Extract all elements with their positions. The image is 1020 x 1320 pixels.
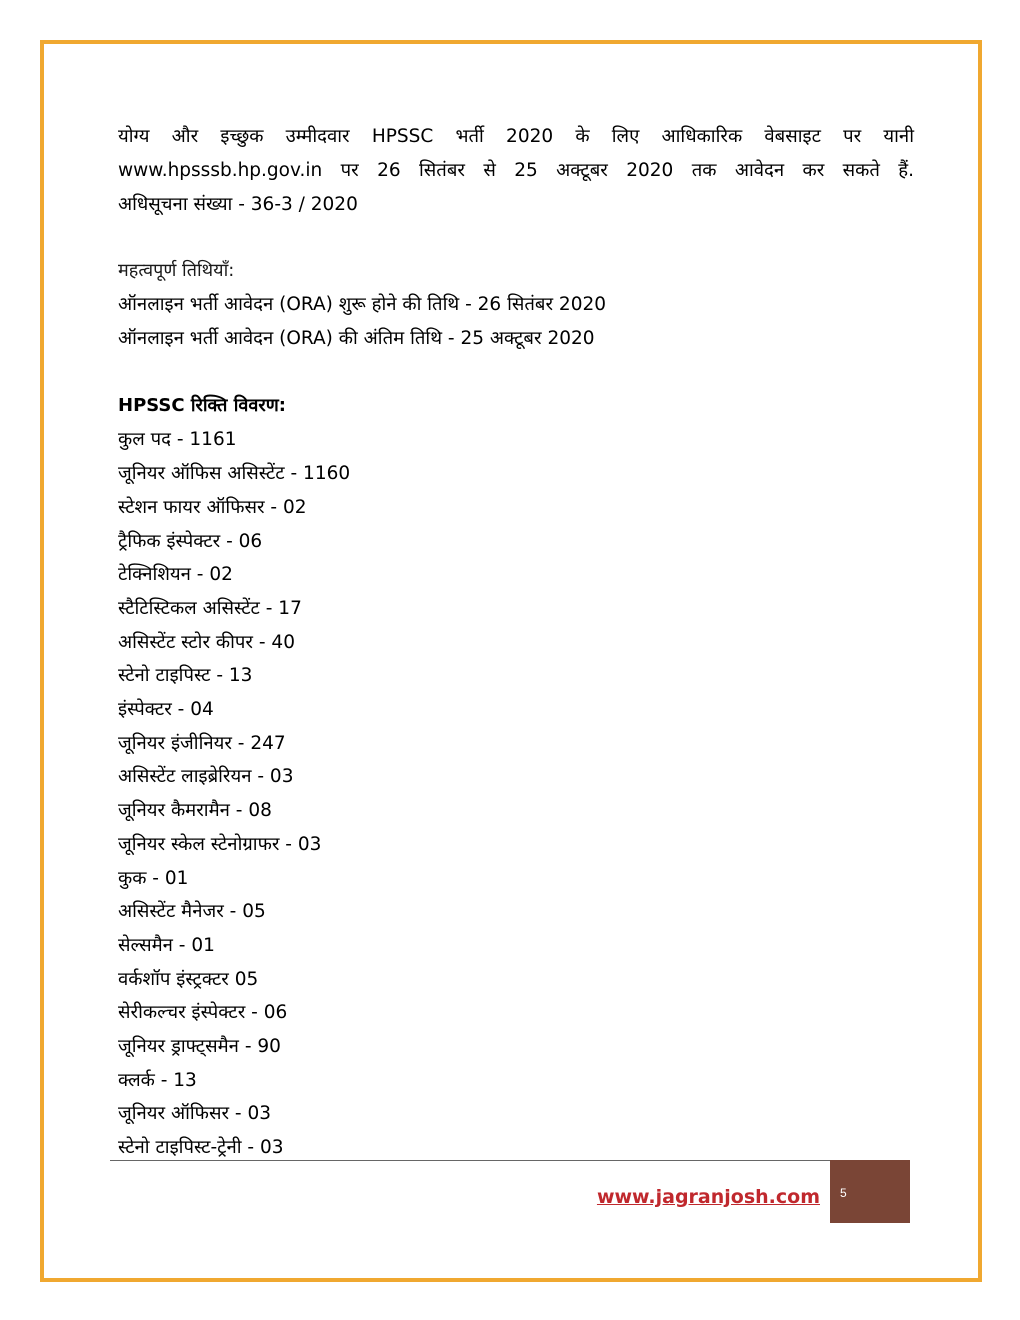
intro-paragraph — [118, 120, 914, 222]
vacancy-item: जूनियर ऑफिस असिस्टेंट - 1160 — [118, 463, 351, 485]
vacancy-item: सेल्समैन - 01 — [118, 934, 215, 956]
intro-line-2: www.hpsssb.hp.gov.in पर 26 सितंबर से 25 अक्टूबर 2020 तक आवेदन कर सकते हैं. — [118, 160, 914, 181]
intro-line-1: योग्य और इच्छुक उम्मीदवार HPSSC भर्ती 2020 के लिए आधिकारिक वेबसाइट पर यानी — [118, 126, 914, 147]
vacancy-item: स्टैटिस्टिकल असिस्टेंट - 17 — [118, 597, 302, 619]
vacancy-item: वर्कशॉप इंस्ट्रक्टर 05 — [118, 968, 259, 990]
vacancy-item: टेक्निशियन - 02 — [118, 564, 233, 586]
document-body — [118, 120, 914, 1165]
vacancy-item: जूनियर ऑफिसर - 03 — [118, 1103, 271, 1125]
footer-divider — [110, 1160, 830, 1161]
page-number: 5 — [840, 1186, 847, 1200]
notification-number: अधिसूचना संख्या - 36-3 / 2020 — [118, 194, 358, 215]
vacancy-list — [118, 423, 914, 1164]
vacancy-item: स्टेशन फायर ऑफिसर - 02 — [118, 496, 307, 518]
vacancy-item: असिस्टेंट स्टोर कीपर - 40 — [118, 631, 295, 653]
important-dates-list — [118, 288, 914, 355]
vacancy-item: ट्रैफिक इंस्पेक्टर - 06 — [118, 530, 263, 552]
vacancy-item: कुक - 01 — [118, 867, 189, 889]
vacancy-item: स्टेनो टाइपिस्ट - 13 — [118, 665, 253, 687]
vacancy-heading: HPSSC रिक्ति विवरण: — [118, 395, 286, 417]
vacancy-item: क्लर्क - 13 — [118, 1069, 197, 1091]
footer-website-link[interactable]: www.jagranjosh.com — [596, 1186, 820, 1208]
date-item-start: ऑनलाइन भर्ती आवेदन (ORA) शुरू होने की तिथि - 26 सितंबर 2020 — [118, 294, 607, 315]
vacancy-item: जूनियर इंजीनियर - 247 — [118, 732, 286, 754]
vacancy-item: जूनियर कैमरामैन - 08 — [118, 800, 272, 822]
vacancy-item: सेरीकल्चर इंस्पेक्टर - 06 — [118, 1002, 288, 1024]
vacancy-item: असिस्टेंट लाइब्रेरियन - 03 — [118, 766, 294, 788]
vacancy-item: स्टेनो टाइपिस्ट-ट्रेनी - 03 — [118, 1137, 284, 1159]
page-number-box — [830, 1160, 910, 1223]
vacancy-item: जूनियर ड्राफ्ट्समैन - 90 — [118, 1036, 281, 1058]
vacancy-item: जूनियर स्केल स्टेनोग्राफर - 03 — [118, 833, 322, 855]
important-dates-heading: महत्वपूर्ण तिथियाँ: — [118, 260, 235, 281]
vacancy-item: कुल पद - 1161 — [118, 429, 237, 451]
vacancy-item: असिस्टेंट मैनेजर - 05 — [118, 901, 266, 923]
date-item-end: ऑनलाइन भर्ती आवेदन (ORA) की अंतिम तिथि - 25 अक्टूबर 2020 — [118, 327, 595, 349]
vacancy-item: इंस्पेक्टर - 04 — [118, 699, 214, 721]
